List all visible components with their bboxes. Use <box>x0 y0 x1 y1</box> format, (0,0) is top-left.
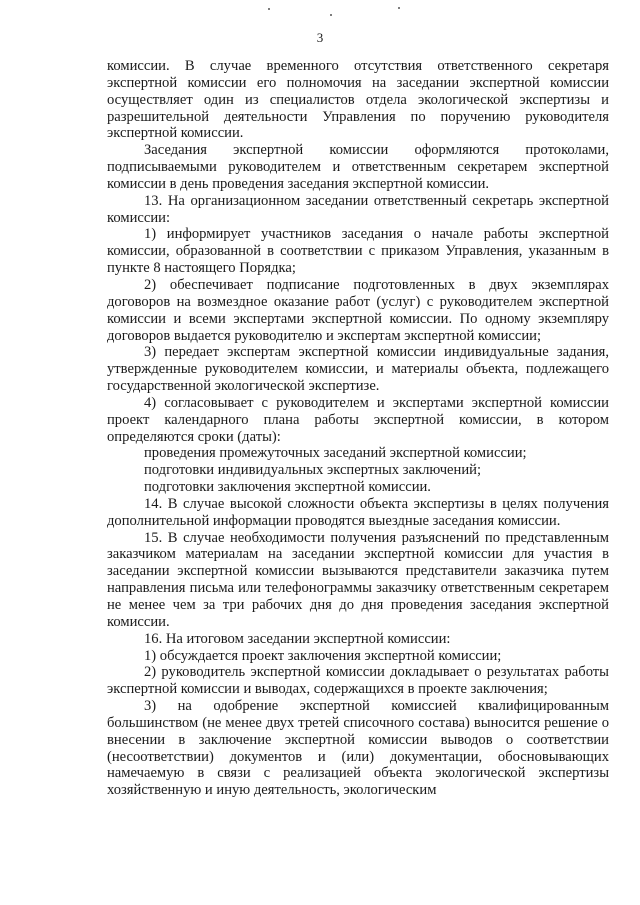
paragraph-13-4: 4) согласовывает с руководителем и экспертами экспертной комиссии проект календарного плана работы экспертной комиссии, в котором определяются сроки (даты): <box>107 394 609 445</box>
list-item-intermediate-meetings: проведения промежуточных заседаний экспертной комиссии; <box>144 445 527 462</box>
paragraph-continuation: комиссии. В случае временного отсутствия ответственного секретаря экспертной комиссии его полномочия на заседании экспертной комиссии осуществляет один из специалистов отдела экологической экспертизы и разрешительной деятельности Управления по поручению руководителя экспертной комиссии. <box>107 58 609 142</box>
scan-speck <box>268 8 270 10</box>
body-text <box>107 58 609 799</box>
paragraph-13-1: 1) информирует участников заседания о начале работы экспертной комиссии, образованной в соответствии с приказом Управления, указанным в пункте 8 настоящего Порядка; <box>107 226 609 277</box>
paragraph-item-15: 15. В случае необходимости получения разъяснений по представленным заказчиком материалам на заседании экспертной комиссии для участия в заседании экспертной комиссии вызываются представители заказчика путем направления письма или телефонограммы заказчику ответственным секретарем не менее чем за три рабочих дня до дня проведения заседания экспертной комиссии. <box>107 529 609 630</box>
paragraph-meetings-protocols: Заседания экспертной комиссии оформляются протоколами, подписываемыми руководителем и ответственным секретарем экспертной комиссии в день проведения заседания экспертной комиссии. <box>107 142 609 192</box>
paragraph-16-3: 3) на одобрение экспертной комиссией квалифицированным большинством (не менее двух третей списочного состава) выносится решение о внесении в заключение экспертной комиссии выводов о соответствии (несоответствии) документов и (или) документации, обосновывающих намечаемую в связи с реализацией объекта экологической экспертизы хозяйственную и иную деятельность, экологическим <box>107 698 609 799</box>
paragraph-16-1: 1) обсуждается проект заключения экспертной комиссии; <box>144 647 502 664</box>
paragraph-item-16: 16. На итоговом заседании экспертной комиссии: <box>144 630 451 647</box>
paragraph-13-2: 2) обеспечивает подписание подготовленных в двух экземплярах договоров на возмездное оказание работ (услуг) с руководителем экспертной комиссии и всеми экспертами экспертной комиссии. По одному экземпляру договоров выдается руководителю и экспертам экспертной комиссии; <box>107 276 609 344</box>
scan-speck <box>330 14 332 16</box>
page-number: 3 <box>316 30 324 45</box>
paragraph-13-3: 3) передает экспертам экспертной комиссии индивидуальные задания, утвержденные руководителем комиссии, и материалы объекта, подлежащего государственной экологической экспертизе. <box>107 344 609 395</box>
list-item-individual-conclusions: подготовки индивидуальных экспертных заключений; <box>144 462 482 479</box>
paragraph-16-2: 2) руководитель экспертной комиссии докладывает о результатах работы экспертной комиссии и выводах, содержащихся в проекте заключения; <box>107 664 609 698</box>
scan-speck <box>398 7 400 9</box>
list-item-commission-conclusion: подготовки заключения экспертной комиссии. <box>144 479 431 496</box>
paragraph-item-13: 13. На организационном заседании ответственный секретарь экспертной комиссии: <box>107 192 609 226</box>
paragraph-item-14: 14. В случае высокой сложности объекта экспертизы в целях получения дополнительной информации проводятся выездные заседания комиссии. <box>107 495 609 529</box>
